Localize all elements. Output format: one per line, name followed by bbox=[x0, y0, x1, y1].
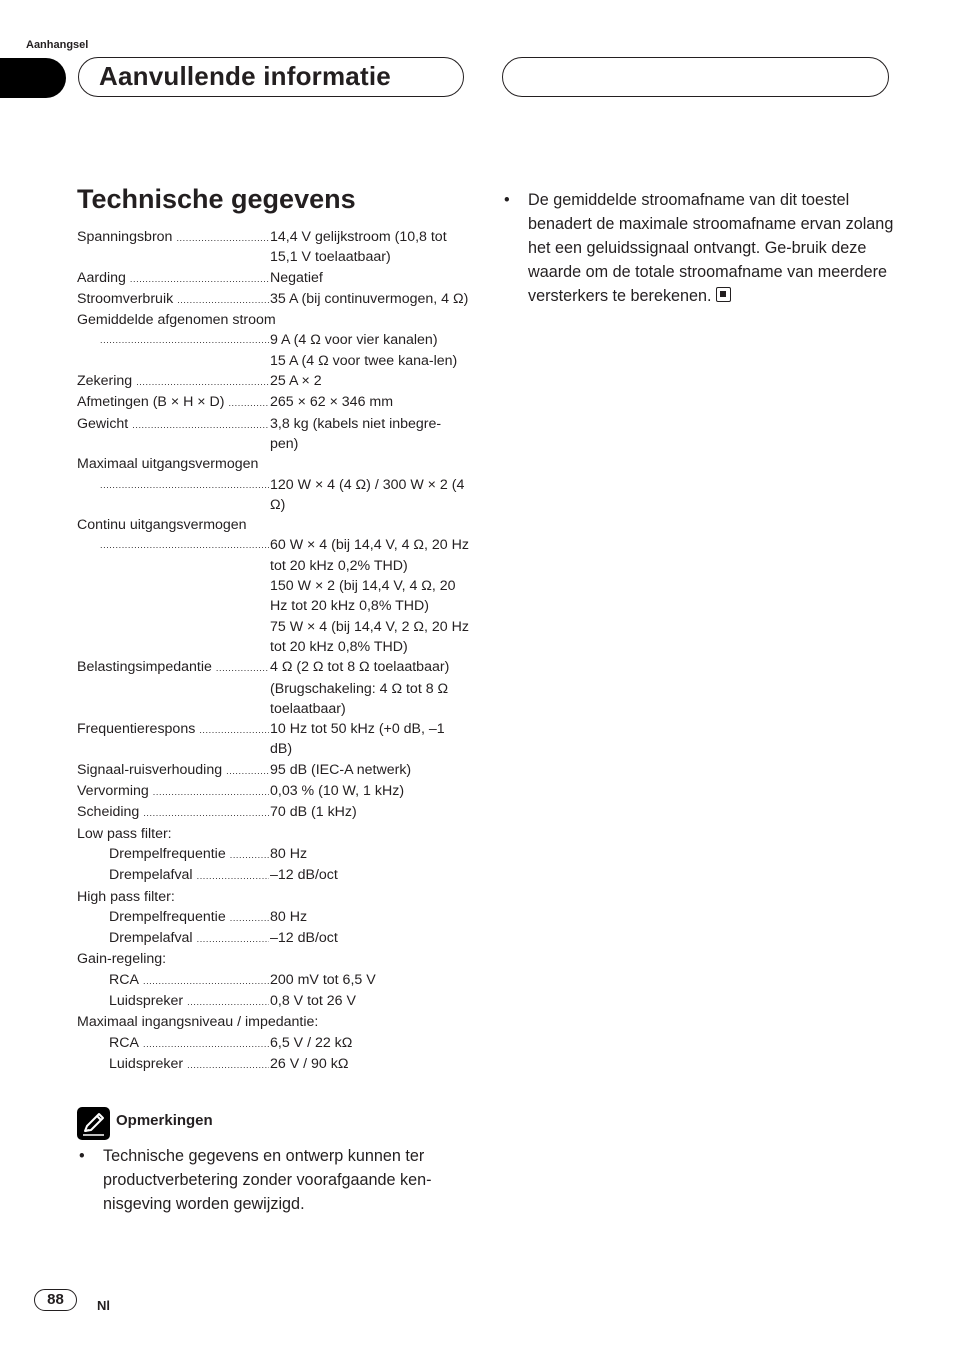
spec-row bbox=[77, 679, 469, 720]
spec-value: –12 dB/oct bbox=[270, 930, 338, 947]
language-code: Nl bbox=[97, 1298, 110, 1313]
spec-value: 70 dB (1 kHz) bbox=[270, 804, 357, 821]
spec-value: 10 Hz tot 50 kHz (+0 dB, –1 dB) bbox=[270, 721, 445, 758]
spec-row bbox=[77, 414, 469, 455]
spec-value: 26 V / 90 kΩ bbox=[270, 1055, 349, 1072]
list-item bbox=[77, 1144, 469, 1216]
dot-leader bbox=[143, 803, 269, 823]
bullet-icon: • bbox=[504, 191, 510, 209]
spec-label: Belastingsimpedantie bbox=[77, 659, 212, 676]
spec-label: Aarding bbox=[77, 269, 126, 286]
spec-label: Luidspreker bbox=[109, 1055, 184, 1072]
spec-value: 9 A (4 Ω voor vier kanalen) bbox=[270, 332, 438, 349]
spec-row bbox=[77, 371, 469, 392]
spec-label: High pass filter: bbox=[77, 888, 175, 905]
spec-value: 25 A × 2 bbox=[270, 373, 322, 390]
spec-row bbox=[77, 949, 469, 969]
spec-label: Gain-regeling: bbox=[77, 951, 167, 968]
dot-leader bbox=[228, 393, 269, 413]
dot-leader bbox=[176, 228, 269, 248]
spec-label: Signaal-ruisverhouding bbox=[77, 761, 223, 778]
section-label: Aanhangsel bbox=[26, 39, 89, 51]
spec-row bbox=[77, 781, 469, 802]
notes-heading: Opmerkingen bbox=[116, 1112, 213, 1129]
spec-row bbox=[77, 970, 469, 991]
spec-label: Drempelfrequentie bbox=[109, 908, 226, 925]
list-item-text: Technische gegevens en ontwerp kunnen ter productverbetering zonder voorafgaande ken-nisgeving worden gewijzigd. bbox=[103, 1147, 432, 1213]
dot-leader bbox=[177, 290, 269, 310]
spec-label: Afmetingen (B × H × D) bbox=[77, 394, 225, 411]
spec-value: 200 mV tot 6,5 V bbox=[270, 971, 376, 988]
list-item bbox=[502, 188, 894, 308]
spec-label: RCA bbox=[109, 1034, 139, 1051]
dot-leader bbox=[199, 720, 269, 740]
spec-row bbox=[77, 887, 469, 907]
end-mark-icon bbox=[716, 287, 731, 302]
spec-value: 80 Hz bbox=[270, 908, 308, 925]
spec-row bbox=[77, 475, 469, 516]
section-tab bbox=[0, 58, 66, 98]
chapter-header-right bbox=[502, 57, 889, 97]
spec-row bbox=[77, 907, 469, 928]
dot-leader bbox=[100, 330, 269, 350]
notes-icon-box bbox=[77, 1107, 110, 1140]
dot-leader bbox=[132, 415, 269, 435]
spec-row bbox=[77, 535, 469, 576]
spec-value: 15 A (4 Ω voor twee kana-len) bbox=[270, 352, 458, 369]
spec-value: 150 W × 2 (bij 14,4 V, 4 Ω, 20 Hz tot 20 kHz 0,8% THD) bbox=[270, 578, 456, 615]
spec-value: 95 dB (IEC-A netwerk) bbox=[270, 761, 412, 778]
spec-row bbox=[77, 865, 469, 886]
spec-row bbox=[77, 1012, 469, 1032]
page-number: 88 bbox=[34, 1289, 77, 1311]
dot-leader bbox=[143, 1034, 269, 1054]
spec-value: (Brugschakeling: 4 Ω tot 8 Ω toelaatbaar) bbox=[270, 680, 449, 717]
dot-leader bbox=[143, 971, 269, 991]
page-title: Technische gegevens bbox=[77, 184, 356, 214]
spec-label: Spanningsbron bbox=[77, 229, 173, 245]
spec-label: Maximaal ingangsniveau / impedantie: bbox=[77, 1014, 319, 1031]
spec-row bbox=[77, 310, 469, 330]
spec-table bbox=[77, 227, 469, 1075]
spec-value: Negatief bbox=[270, 269, 323, 286]
spec-value: 0,8 V tot 26 V bbox=[270, 992, 356, 1009]
dot-leader bbox=[187, 992, 269, 1012]
spec-row bbox=[77, 268, 469, 289]
spec-label: Frequentierespons bbox=[77, 721, 196, 738]
spec-label: Drempelfrequentie bbox=[109, 845, 226, 862]
dot-leader bbox=[153, 782, 269, 802]
spec-row bbox=[77, 1054, 469, 1075]
dot-leader bbox=[130, 269, 269, 289]
spec-label: Continu uitgangsvermogen bbox=[77, 517, 247, 534]
spec-label: Zekering bbox=[77, 373, 133, 390]
spec-value: 265 × 62 × 346 mm bbox=[270, 394, 394, 411]
spec-row bbox=[77, 576, 469, 617]
spec-row bbox=[77, 454, 469, 474]
spec-row bbox=[77, 392, 469, 413]
spec-value: 120 W × 4 (4 Ω) / 300 W × 2 (4 Ω) bbox=[270, 476, 465, 513]
right-column-list bbox=[502, 188, 894, 308]
spec-label: Luidspreker bbox=[109, 992, 184, 1009]
spec-row bbox=[77, 991, 469, 1012]
spec-label: Gemiddelde afgenomen stroom bbox=[77, 312, 276, 329]
spec-row bbox=[77, 289, 469, 310]
dot-leader bbox=[197, 929, 269, 949]
dot-leader bbox=[216, 658, 269, 678]
dot-leader bbox=[230, 908, 269, 928]
spec-label: Drempelafval bbox=[109, 867, 193, 884]
spec-value: 14,4 V gelijkstroom (10,8 tot 15,1 V toelaatbaar) bbox=[270, 229, 447, 266]
spec-row bbox=[77, 617, 469, 658]
dot-leader bbox=[187, 1055, 269, 1075]
spec-value: 3,8 kg (kabels niet inbegre-pen) bbox=[270, 415, 442, 452]
chapter-title: Aanvullende informatie bbox=[99, 61, 391, 91]
spec-value: 80 Hz bbox=[270, 845, 308, 862]
dot-leader bbox=[226, 761, 269, 781]
list-item-text: De gemiddelde stroomafname van dit toestel benadert de maximale stroomafname ervan zolang het een geluidssignaal ontvangt. Ge-bruik deze waarde om de totale stroomafname van meerdere versterkers te berekenen. bbox=[528, 191, 894, 305]
spec-value: –12 dB/oct bbox=[270, 867, 338, 884]
spec-label: Stroomverbruik bbox=[77, 290, 174, 307]
spec-label: Gewicht bbox=[77, 415, 129, 432]
spec-row bbox=[77, 802, 469, 823]
spec-value: 35 A (bij continuvermogen, 4 Ω) bbox=[270, 290, 469, 307]
spec-label: Maximaal uitgangsvermogen bbox=[77, 456, 259, 473]
dot-leader bbox=[100, 475, 269, 495]
spec-value: 6,5 V / 22 kΩ bbox=[270, 1034, 353, 1051]
spec-row bbox=[77, 657, 469, 678]
spec-row bbox=[77, 928, 469, 949]
dot-leader bbox=[230, 845, 269, 865]
spec-label: Scheiding bbox=[77, 804, 140, 821]
spec-value: 0,03 % (10 W, 1 kHz) bbox=[270, 783, 405, 800]
spec-label: Drempelafval bbox=[109, 930, 193, 947]
dot-leader bbox=[136, 372, 269, 392]
dot-leader bbox=[197, 866, 269, 886]
spec-row bbox=[77, 330, 469, 350]
spec-row bbox=[77, 515, 469, 535]
spec-label: RCA bbox=[109, 971, 139, 988]
spec-label: Vervorming bbox=[77, 783, 149, 800]
spec-row bbox=[77, 760, 469, 781]
spec-value: 4 Ω (2 Ω tot 8 Ω toelaatbaar) bbox=[270, 659, 450, 676]
spec-row bbox=[77, 1033, 469, 1054]
spec-row bbox=[77, 719, 469, 760]
spec-row bbox=[77, 351, 469, 371]
bullet-icon: • bbox=[79, 1147, 85, 1165]
chapter-header bbox=[78, 57, 464, 97]
spec-row bbox=[77, 824, 469, 844]
spec-label: Low pass filter: bbox=[77, 825, 172, 842]
spec-row bbox=[77, 844, 469, 865]
spec-value: 60 W × 4 (bij 14,4 V, 4 Ω, 20 Hz tot 20 kHz 0,2% THD) bbox=[270, 537, 469, 574]
notes-list bbox=[77, 1144, 469, 1216]
spec-row bbox=[77, 227, 469, 268]
dot-leader bbox=[100, 535, 269, 555]
pencil-icon bbox=[77, 1107, 110, 1140]
spec-value: 75 W × 4 (bij 14,4 V, 2 Ω, 20 Hz tot 20 kHz 0,8% THD) bbox=[270, 618, 469, 655]
